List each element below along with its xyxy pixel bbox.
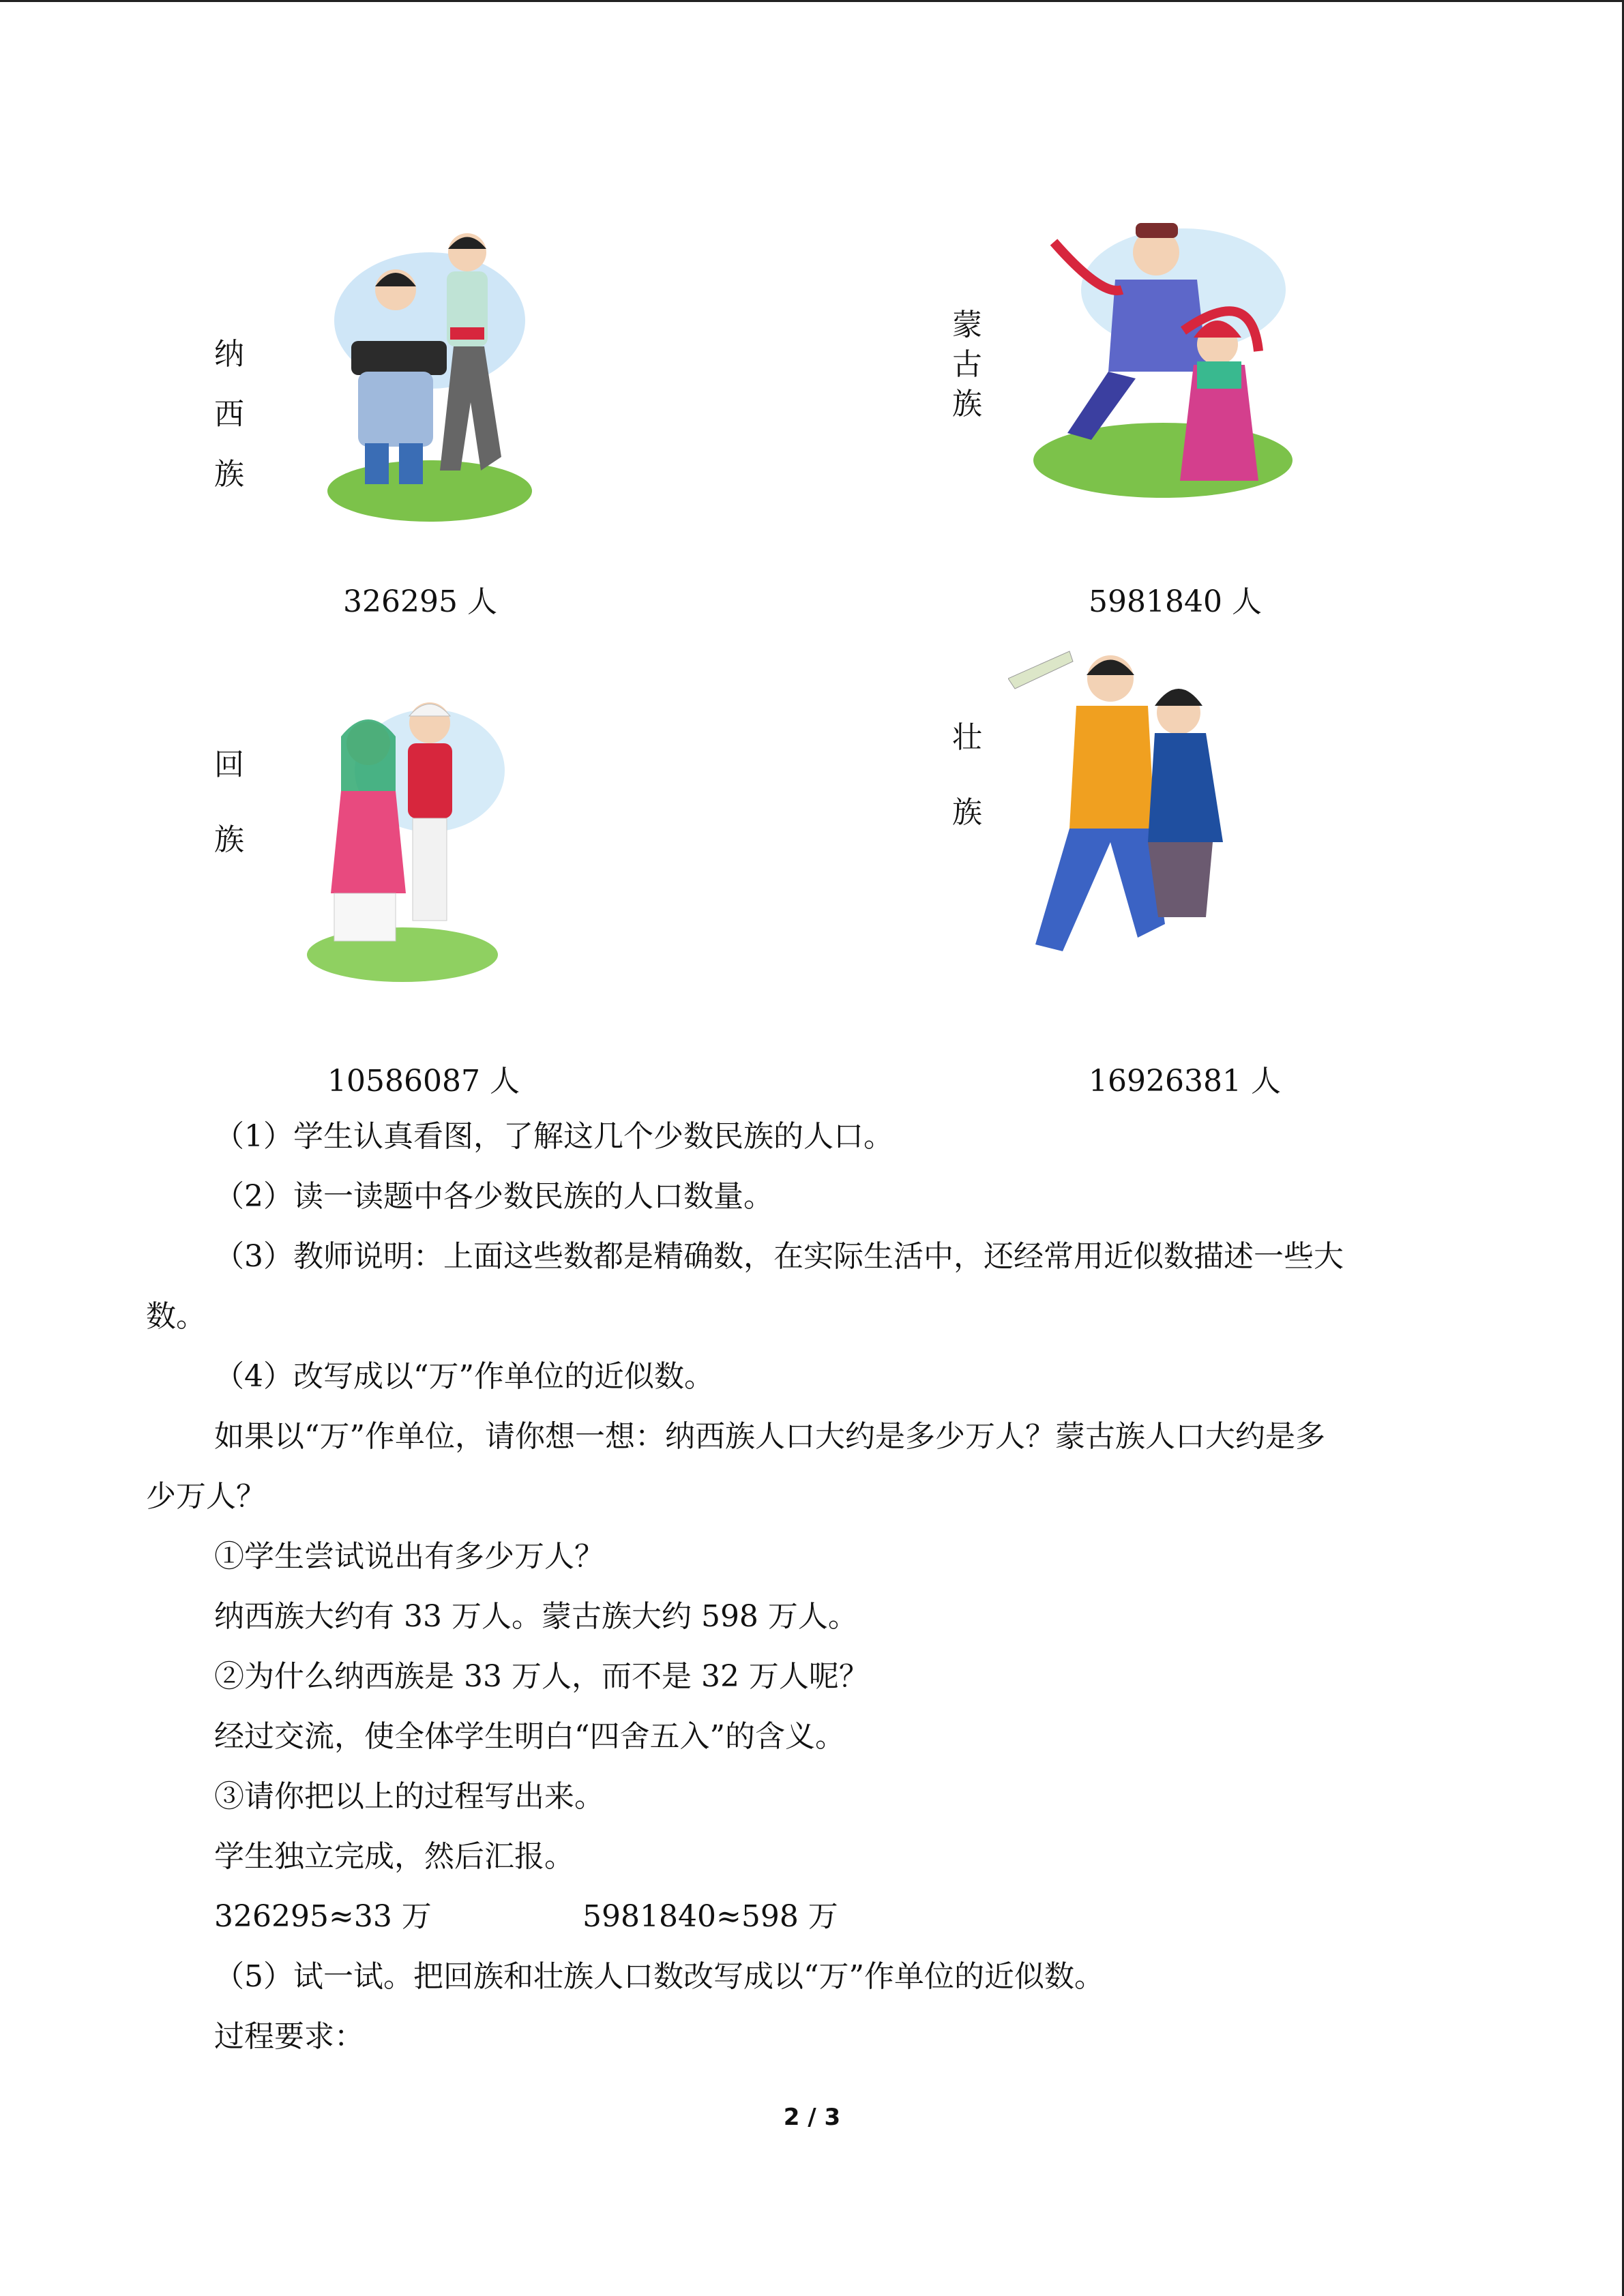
lesson-text	[146, 1107, 1456, 2067]
report-line: 学生独立完成，然后汇报。	[214, 1839, 574, 1874]
zhuang-label: 壮 族	[952, 720, 982, 830]
step-3-line: （3）教师说明：上面这些数都是精确数，在实际生活中，还经常用近似数描述一些大	[214, 1239, 1344, 1274]
substep-3-line: ③请你把以上的过程写出来。	[214, 1779, 604, 1814]
step-1-line: （1）学生认真看图，了解这几个少数民族的人口。	[214, 1119, 894, 1154]
substep-2-line: ②为什么纳西族是 33 万人，而不是 32 万人呢？	[214, 1659, 869, 1694]
zhuang-population: 16926381 人	[1089, 1064, 1281, 1099]
step-3-continuation: 数。	[146, 1299, 206, 1334]
step-4-line: （4）改写成以“万”作单位的近似数。	[214, 1359, 714, 1394]
mongol-label: 蒙 古 族	[952, 308, 982, 421]
question-continuation: 少万人？	[146, 1479, 266, 1514]
naxi-label: 纳 西 族	[214, 337, 244, 492]
discussion-line: 经过交流，使全体学生明白“四舍五入”的含义。	[214, 1719, 845, 1754]
hui-population: 10586087 人	[327, 1064, 520, 1099]
naxi-dancers-icon	[321, 225, 532, 525]
requirement-line: 过程要求：	[214, 2019, 364, 2054]
naxi-population: 326295 人	[343, 584, 497, 619]
substep-1-line: ①学生尝试说出有多少万人？	[214, 1539, 604, 1574]
naxi-approximation: 326295≈33 万	[214, 1899, 432, 1934]
hui-dancers-icon	[293, 689, 508, 989]
hui-label: 回 族	[214, 747, 244, 857]
top-border	[0, 0, 1624, 2]
page-number: 2 / 3	[783, 2104, 841, 2131]
mongol-dancers-icon	[1027, 215, 1293, 508]
mongol-approximation: 5981840≈598 万	[582, 1899, 838, 1934]
answer-line: 纳西族大约有 33 万人。蒙古族大约 598 万人。	[214, 1599, 858, 1634]
mongol-population: 5981840 人	[1089, 584, 1262, 619]
step-2-line: （2）读一读题中各少数民族的人口数量。	[214, 1179, 773, 1214]
step-5-line: （5）试一试。把回族和壮族人口数改写成以“万”作单位的近似数。	[214, 1959, 1104, 1994]
approximation-line	[146, 1887, 1456, 1947]
zhuang-dancers-icon	[1008, 638, 1267, 979]
question-line: 如果以“万”作单位，请你想一想：纳西族人口大约是多少万人？蒙古族人口大约是多	[214, 1419, 1325, 1454]
